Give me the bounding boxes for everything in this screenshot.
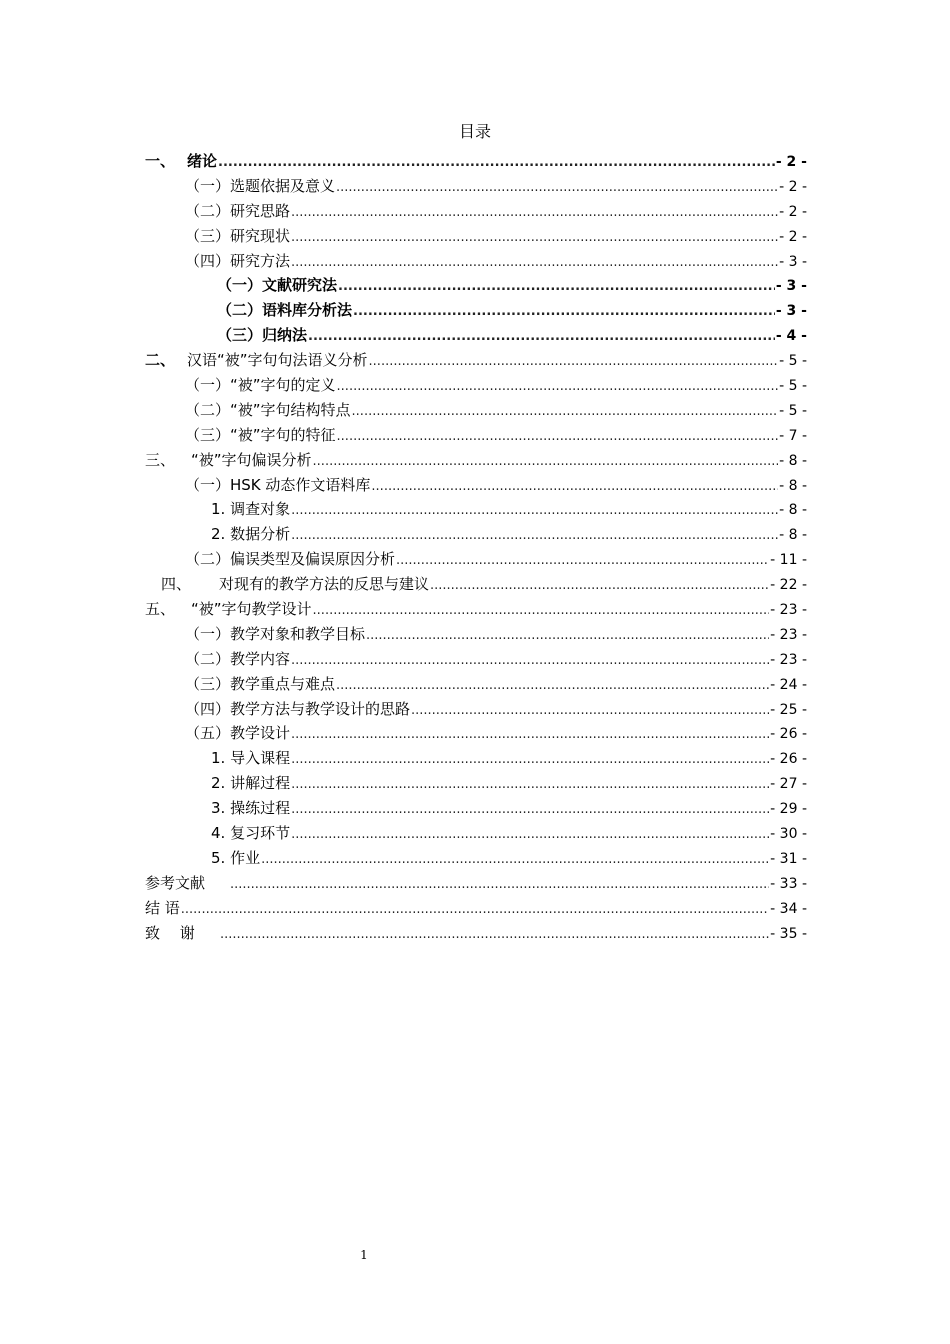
- dot-leader: [352, 404, 779, 419]
- toc-entry-label: 3. 操练过程: [211, 799, 291, 818]
- dot-leader: [313, 454, 779, 469]
- toc-entry-page: - 8 -: [779, 452, 807, 469]
- toc-entry-number: 二、: [145, 351, 176, 370]
- dot-leader: [291, 653, 769, 668]
- dot-leader: [291, 752, 769, 767]
- toc-entry-page: - 34 -: [770, 900, 807, 917]
- toc-entry-label: 绪论: [187, 152, 218, 170]
- toc-entry-label: 参考文献: [145, 873, 206, 892]
- toc-entry-page: - 23 -: [770, 602, 807, 619]
- toc-entry-page: - 2 -: [779, 178, 807, 195]
- toc-entry-number: 一、: [145, 152, 176, 170]
- toc-entry-page: - 26 -: [770, 726, 807, 743]
- toc-entry[interactable]: [145, 175, 807, 200]
- toc-entry-page: - 24 -: [770, 676, 807, 693]
- dot-leader: [371, 479, 778, 494]
- toc-entry-label: 1. 导入课程: [211, 749, 291, 768]
- toc-entry-label: “被”字句偏误分析: [191, 450, 312, 469]
- toc-entry-label: （一）“被”字句的定义: [185, 376, 336, 395]
- dot-leader: [291, 503, 778, 518]
- toc-entry[interactable]: [145, 150, 807, 175]
- toc-entry-page: - 3 -: [779, 253, 807, 270]
- dot-leader: [313, 603, 770, 618]
- toc-entry-page: - 11 -: [770, 552, 807, 569]
- toc-entry-page: - 3 -: [775, 303, 807, 320]
- toc-entry-page: - 8 -: [779, 477, 807, 494]
- toc-entry-page: - 35 -: [770, 925, 807, 942]
- dot-leader: [369, 354, 779, 369]
- toc-entry-page: - 26 -: [770, 751, 807, 768]
- toc-entry-label: 5. 作业: [211, 848, 261, 867]
- toc-entry-label: 对现有的教学方法的反思与建议: [219, 575, 430, 594]
- toc-entry-page: - 27 -: [770, 776, 807, 793]
- toc-entry-label: 汉语“被”字句句法语义分析: [187, 351, 368, 370]
- toc-entry-label: “被”字句教学设计: [191, 600, 312, 619]
- dot-leader: [291, 827, 769, 842]
- toc-entry[interactable]: [145, 349, 807, 374]
- toc-entry-number: 三、: [145, 450, 176, 469]
- dot-leader: [291, 205, 778, 220]
- dot-leader: [336, 180, 778, 195]
- toc-entry[interactable]: [145, 374, 807, 399]
- toc-entry[interactable]: [145, 747, 807, 772]
- toc-entry-label: 结 语: [145, 898, 180, 917]
- toc-entry[interactable]: [145, 548, 807, 573]
- dot-leader: [396, 553, 769, 568]
- toc-entry[interactable]: [145, 523, 807, 548]
- dot-leader: [181, 902, 769, 917]
- toc-entry[interactable]: [145, 698, 807, 723]
- toc-entry-page: - 2 -: [775, 154, 807, 170]
- toc-entry-page: - 5 -: [779, 402, 807, 419]
- toc-entry-label: （一）教学对象和教学目标: [185, 624, 366, 643]
- toc-entry-label: 2. 数据分析: [211, 525, 291, 544]
- toc-entry[interactable]: [145, 225, 807, 250]
- toc-entry-page: - 22 -: [770, 577, 807, 594]
- dot-leader: [291, 727, 769, 742]
- toc-entry-label: （三）研究现状: [185, 226, 291, 245]
- toc-entry[interactable]: [145, 847, 807, 872]
- toc-entry[interactable]: [145, 399, 807, 424]
- toc-entry-label: （二）“被”字句结构特点: [185, 400, 351, 419]
- dot-leader: [218, 155, 775, 170]
- toc-entry-label: （二）语料库分析法: [217, 301, 353, 320]
- toc-entry-page: - 33 -: [770, 875, 807, 892]
- dot-leader: [366, 628, 769, 643]
- dot-leader: [353, 304, 775, 319]
- toc-entry-label: （三）归纳法: [217, 326, 308, 345]
- toc-entry-page: - 2 -: [779, 203, 807, 220]
- toc-entry-label: 致 谢: [145, 923, 195, 942]
- toc-entry-page: - 3 -: [775, 278, 807, 295]
- toc-entry[interactable]: [145, 673, 807, 698]
- toc-entry-label: （二）教学内容: [185, 649, 291, 668]
- dot-leader: [430, 578, 769, 593]
- toc-entry-label: （四）研究方法: [185, 251, 291, 270]
- dot-leader: [291, 802, 769, 817]
- dot-leader: [411, 703, 769, 718]
- toc-entry[interactable]: [145, 772, 807, 797]
- toc-entry-page: - 29 -: [770, 801, 807, 818]
- toc-entry-label: （二）研究思路: [185, 201, 291, 220]
- toc-entry-page: - 5 -: [779, 353, 807, 370]
- toc-entry-label: 4. 复习环节: [211, 824, 291, 843]
- toc-entry-label: （一）文献研究法: [217, 276, 338, 295]
- toc-entry[interactable]: [145, 449, 807, 474]
- toc-entry[interactable]: [145, 897, 807, 922]
- toc-entry[interactable]: [145, 424, 807, 449]
- toc-entry-number: 五、: [145, 600, 176, 619]
- toc-entry[interactable]: [145, 648, 807, 673]
- dot-leader: [261, 852, 769, 867]
- toc-entry-page: - 25 -: [770, 701, 807, 718]
- dot-leader: [337, 429, 779, 444]
- toc-entry[interactable]: [145, 274, 807, 299]
- toc-entry[interactable]: [145, 299, 807, 324]
- toc-entry-page: - 31 -: [770, 850, 807, 867]
- dot-leader: [220, 927, 769, 942]
- dot-leader: [291, 777, 769, 792]
- toc-entry[interactable]: [145, 200, 807, 225]
- toc-entry-page: - 8 -: [779, 502, 807, 519]
- toc-entry-page: - 30 -: [770, 826, 807, 843]
- toc-entry-label: （二）偏误类型及偏误原因分析: [185, 550, 396, 569]
- toc-entry-page: - 23 -: [770, 626, 807, 643]
- toc-entry-page: - 2 -: [779, 228, 807, 245]
- toc-entry-page: - 5 -: [779, 378, 807, 395]
- toc-entry-label: （四）教学方法与教学设计的思路: [185, 699, 411, 718]
- toc-entry[interactable]: [145, 722, 807, 747]
- toc-entry-label: 1. 调查对象: [211, 500, 291, 519]
- toc-entry-number: 四、: [161, 575, 192, 594]
- toc-title: 目录: [458, 122, 491, 141]
- toc-entry-page: - 8 -: [779, 527, 807, 544]
- dot-leader: [336, 678, 769, 693]
- dot-leader: [291, 255, 778, 270]
- dot-leader: [230, 877, 769, 892]
- toc-entry-page: - 4 -: [775, 328, 807, 345]
- toc-entry[interactable]: [145, 474, 807, 499]
- toc-entry[interactable]: [145, 797, 807, 822]
- toc-entry[interactable]: [145, 872, 807, 897]
- table-of-contents: [145, 150, 807, 947]
- dot-leader: [308, 329, 775, 344]
- toc-entry[interactable]: [145, 822, 807, 847]
- dot-leader: [291, 528, 778, 543]
- dot-leader: [337, 379, 779, 394]
- toc-entry[interactable]: [145, 324, 807, 349]
- toc-entry-label: 2. 讲解过程: [211, 774, 291, 793]
- toc-entry-label: （一）HSK 动态作文语料库: [185, 475, 371, 494]
- toc-entry-page: - 7 -: [779, 427, 807, 444]
- toc-entry-label: （三）教学重点与难点: [185, 674, 336, 693]
- toc-entry[interactable]: [145, 598, 807, 623]
- toc-entry[interactable]: [145, 573, 807, 598]
- toc-entry-page: - 23 -: [770, 651, 807, 668]
- toc-entry[interactable]: [145, 922, 807, 947]
- toc-entry[interactable]: [145, 250, 807, 275]
- page-number: 1: [360, 1248, 368, 1262]
- toc-entry-label: （一）选题依据及意义: [185, 176, 336, 195]
- toc-entry[interactable]: [145, 498, 807, 523]
- toc-entry-label: （三）“被”字句的特征: [185, 425, 336, 444]
- dot-leader: [291, 230, 778, 245]
- toc-entry[interactable]: [145, 623, 807, 648]
- dot-leader: [338, 279, 775, 294]
- toc-entry-label: （五）教学设计: [185, 724, 291, 743]
